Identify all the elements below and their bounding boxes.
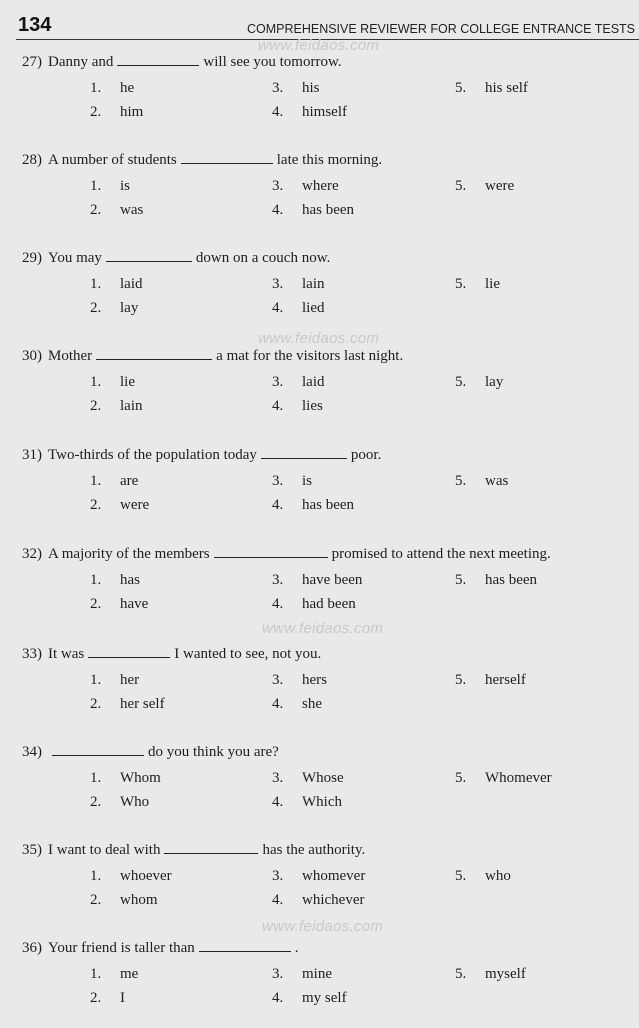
option-text: herself bbox=[485, 672, 526, 688]
question-item bbox=[0, 52, 639, 142]
answer-blank bbox=[214, 544, 328, 558]
option-number: 3. bbox=[272, 473, 284, 489]
option-text: his self bbox=[485, 80, 528, 96]
option-text: were bbox=[485, 178, 515, 194]
answer-blank bbox=[181, 150, 273, 164]
option-text: mine bbox=[302, 966, 332, 982]
option-text: lay bbox=[120, 300, 139, 316]
answer-option bbox=[272, 80, 320, 97]
question-item bbox=[0, 742, 639, 832]
option-text: my self bbox=[302, 990, 347, 1006]
option-number: 2. bbox=[90, 398, 102, 414]
option-text: her self bbox=[120, 696, 165, 712]
question-number: 29) bbox=[22, 250, 42, 266]
question-text-before: Mother bbox=[48, 348, 93, 364]
option-text: has been bbox=[302, 202, 355, 218]
answer-option bbox=[90, 497, 149, 514]
option-text: him bbox=[120, 104, 144, 120]
option-text: lain bbox=[120, 398, 143, 414]
answer-option bbox=[90, 672, 139, 689]
option-number: 5. bbox=[455, 572, 467, 588]
option-number: 1. bbox=[90, 868, 102, 884]
option-number: 3. bbox=[272, 80, 284, 96]
option-text: her bbox=[120, 672, 140, 688]
option-text: himself bbox=[302, 104, 347, 120]
question-text-before: You may bbox=[48, 250, 102, 266]
answer-option bbox=[90, 104, 143, 121]
option-number: 5. bbox=[455, 672, 467, 688]
question-stem bbox=[22, 644, 321, 663]
answer-blank bbox=[96, 346, 212, 360]
option-text: was bbox=[120, 202, 144, 218]
watermark: www.feidaos.com bbox=[258, 37, 380, 54]
watermark: www.feidaos.com bbox=[262, 918, 384, 935]
question-text-after: . bbox=[294, 940, 299, 956]
option-number: 4. bbox=[272, 596, 284, 612]
option-number: 3. bbox=[272, 178, 284, 194]
answer-option bbox=[90, 374, 135, 391]
option-text: whichever bbox=[302, 892, 365, 908]
option-text: has bbox=[120, 572, 140, 588]
question-number: 27) bbox=[22, 54, 42, 70]
page-header bbox=[0, 0, 639, 40]
option-text: whomever bbox=[302, 868, 366, 884]
question-stem bbox=[22, 52, 342, 71]
option-text: whom bbox=[120, 892, 158, 908]
answer-option bbox=[272, 473, 312, 490]
answer-option bbox=[455, 276, 500, 293]
page-number: 134 bbox=[18, 14, 52, 36]
question-item bbox=[0, 346, 639, 436]
answer-option bbox=[90, 696, 165, 713]
question-text-before: It was bbox=[48, 646, 85, 662]
answer-option bbox=[90, 300, 138, 317]
answer-option bbox=[455, 770, 552, 787]
option-number: 2. bbox=[90, 202, 102, 218]
question-text-after: will see you tomorrow. bbox=[203, 54, 342, 70]
answer-option bbox=[272, 966, 332, 983]
answer-option bbox=[455, 178, 514, 195]
question-text-before: Two-thirds of the population today bbox=[48, 447, 257, 463]
option-text: lay bbox=[485, 374, 504, 390]
answer-option bbox=[272, 497, 354, 514]
option-number: 1. bbox=[90, 473, 102, 489]
option-number: 1. bbox=[90, 178, 102, 194]
option-number: 2. bbox=[90, 596, 102, 612]
question-stem bbox=[22, 742, 279, 761]
answer-blank bbox=[199, 938, 291, 952]
answer-option bbox=[90, 572, 140, 589]
question-item bbox=[0, 938, 639, 1028]
question-text-after: poor. bbox=[350, 447, 382, 463]
question-text-before: A majority of the members bbox=[48, 546, 210, 562]
question-item bbox=[0, 150, 639, 240]
option-number: 3. bbox=[272, 572, 284, 588]
option-text: lie bbox=[485, 276, 500, 292]
answer-option bbox=[90, 966, 138, 983]
option-text: has been bbox=[302, 497, 355, 513]
option-text: have been bbox=[302, 572, 363, 588]
answer-option bbox=[455, 572, 537, 589]
option-number: 4. bbox=[272, 104, 284, 120]
answer-blank bbox=[106, 248, 192, 262]
question-text-before: I want to deal with bbox=[48, 842, 161, 858]
option-number: 2. bbox=[90, 497, 102, 513]
answer-option bbox=[90, 80, 134, 97]
option-number: 5. bbox=[455, 770, 467, 786]
question-text-after: do you think you are? bbox=[148, 744, 279, 760]
answer-blank bbox=[164, 840, 258, 854]
watermark: www.feidaos.com bbox=[262, 620, 384, 637]
answer-option bbox=[272, 794, 342, 811]
answer-option bbox=[272, 990, 347, 1007]
question-text-after: has the authority. bbox=[262, 842, 366, 858]
option-number: 5. bbox=[455, 374, 467, 390]
answer-option bbox=[90, 770, 161, 787]
answer-option bbox=[90, 276, 143, 293]
answer-blank bbox=[261, 445, 347, 459]
answer-option bbox=[272, 672, 327, 689]
option-text: Which bbox=[302, 794, 342, 810]
answer-option bbox=[455, 473, 508, 490]
option-text: is bbox=[120, 178, 131, 194]
option-text: laid bbox=[302, 374, 325, 390]
option-number: 1. bbox=[90, 374, 102, 390]
answer-option bbox=[90, 990, 125, 1007]
option-number: 1. bbox=[90, 770, 102, 786]
option-number: 3. bbox=[272, 770, 284, 786]
option-number: 2. bbox=[90, 794, 102, 810]
question-text-after: down on a couch now. bbox=[195, 250, 331, 266]
option-text: his bbox=[302, 80, 320, 96]
option-number: 4. bbox=[272, 300, 284, 316]
question-text-before: A number of students bbox=[48, 152, 177, 168]
answer-option bbox=[90, 398, 143, 415]
option-text: had been bbox=[302, 596, 356, 612]
question-number: 33) bbox=[22, 646, 42, 662]
watermark: www.feidaos.com bbox=[258, 330, 380, 347]
option-number: 3. bbox=[272, 966, 284, 982]
question-text-after: promised to attend the next meeting. bbox=[331, 546, 551, 562]
answer-option bbox=[90, 473, 138, 490]
option-number: 4. bbox=[272, 794, 284, 810]
option-text: Who bbox=[120, 794, 150, 810]
answer-option bbox=[90, 202, 143, 219]
question-text-before: Your friend is taller than bbox=[48, 940, 195, 956]
running-title: COMPREHENSIVE REVIEWER FOR COLLEGE ENTRANCE TESTS bbox=[246, 22, 635, 36]
option-number: 2. bbox=[90, 892, 102, 908]
answer-option bbox=[455, 80, 528, 97]
question-number: 28) bbox=[22, 152, 42, 168]
question-number: 32) bbox=[22, 546, 42, 562]
option-number: 5. bbox=[455, 473, 467, 489]
answer-option bbox=[455, 672, 526, 689]
question-text-after: a mat for the visitors last night. bbox=[216, 348, 404, 364]
option-text: laid bbox=[120, 276, 143, 292]
question-text-after: I wanted to see, not you. bbox=[174, 646, 322, 662]
option-text: has been bbox=[485, 572, 538, 588]
question-item bbox=[0, 644, 639, 734]
answer-option bbox=[90, 178, 130, 195]
option-text: he bbox=[120, 80, 135, 96]
option-text: lain bbox=[302, 276, 325, 292]
option-number: 4. bbox=[272, 398, 284, 414]
answer-option bbox=[272, 572, 362, 589]
question-item bbox=[0, 248, 639, 338]
answer-option bbox=[272, 868, 365, 885]
option-number: 5. bbox=[455, 178, 467, 194]
option-number: 2. bbox=[90, 990, 102, 1006]
question-number: 35) bbox=[22, 842, 42, 858]
option-number: 4. bbox=[272, 696, 284, 712]
option-number: 4. bbox=[272, 892, 284, 908]
answer-option bbox=[272, 770, 344, 787]
option-number: 3. bbox=[272, 276, 284, 292]
answer-blank bbox=[52, 742, 144, 756]
option-text: are bbox=[120, 473, 139, 489]
answer-option bbox=[272, 104, 347, 121]
answer-option bbox=[272, 596, 356, 613]
option-number: 2. bbox=[90, 696, 102, 712]
question-item bbox=[0, 445, 639, 535]
answer-option bbox=[455, 966, 526, 983]
question-stem bbox=[22, 544, 551, 563]
option-text: lie bbox=[120, 374, 135, 390]
option-text: Whom bbox=[120, 770, 161, 786]
option-number: 1. bbox=[90, 572, 102, 588]
question-stem bbox=[22, 938, 299, 957]
question-item bbox=[0, 544, 639, 634]
answer-blank bbox=[117, 52, 199, 66]
answer-option bbox=[272, 178, 339, 195]
question-stem bbox=[22, 150, 382, 169]
option-text: myself bbox=[485, 966, 526, 982]
question-text-after: late this morning. bbox=[276, 152, 383, 168]
answer-option bbox=[272, 374, 325, 391]
option-text: where bbox=[302, 178, 339, 194]
option-text: whoever bbox=[120, 868, 172, 884]
option-number: 4. bbox=[272, 990, 284, 1006]
option-text: have bbox=[120, 596, 149, 612]
answer-option bbox=[272, 398, 323, 415]
option-number: 3. bbox=[272, 868, 284, 884]
answer-option bbox=[90, 868, 172, 885]
option-number: 3. bbox=[272, 672, 284, 688]
option-text: hers bbox=[302, 672, 327, 688]
option-number: 3. bbox=[272, 374, 284, 390]
option-text: Whose bbox=[302, 770, 344, 786]
question-stem bbox=[22, 346, 403, 365]
option-number: 1. bbox=[90, 672, 102, 688]
question-number: 30) bbox=[22, 348, 42, 364]
option-number: 1. bbox=[90, 276, 102, 292]
answer-option bbox=[455, 868, 511, 885]
option-text: who bbox=[485, 868, 511, 884]
answer-option bbox=[272, 300, 325, 317]
option-number: 4. bbox=[272, 497, 284, 513]
answer-blank bbox=[88, 644, 170, 658]
option-text: lies bbox=[302, 398, 323, 414]
option-text: she bbox=[302, 696, 322, 712]
question-stem bbox=[22, 840, 365, 859]
option-text: were bbox=[120, 497, 150, 513]
option-number: 4. bbox=[272, 202, 284, 218]
answer-option bbox=[272, 892, 364, 909]
question-number: 36) bbox=[22, 940, 42, 956]
answer-option bbox=[90, 794, 149, 811]
question-number: 34) bbox=[22, 744, 42, 760]
question-item bbox=[0, 840, 639, 930]
option-number: 5. bbox=[455, 966, 467, 982]
option-text: me bbox=[120, 966, 139, 982]
answer-option bbox=[90, 892, 158, 909]
question-stem bbox=[22, 248, 330, 267]
option-text: is bbox=[302, 473, 313, 489]
option-number: 5. bbox=[455, 868, 467, 884]
option-text: lied bbox=[302, 300, 325, 316]
option-number: 1. bbox=[90, 80, 102, 96]
answer-option bbox=[455, 374, 503, 391]
answer-option bbox=[90, 596, 148, 613]
question-text-before: Danny and bbox=[48, 54, 114, 70]
option-number: 5. bbox=[455, 80, 467, 96]
answer-option bbox=[272, 276, 325, 293]
option-number: 2. bbox=[90, 300, 102, 316]
question-stem bbox=[22, 445, 381, 464]
question-number: 31) bbox=[22, 447, 42, 463]
answer-option bbox=[272, 202, 354, 219]
option-number: 1. bbox=[90, 966, 102, 982]
option-text: I bbox=[120, 990, 125, 1006]
option-number: 5. bbox=[455, 276, 467, 292]
answer-option bbox=[272, 696, 322, 713]
option-text: was bbox=[485, 473, 509, 489]
option-number: 2. bbox=[90, 104, 102, 120]
option-text: Whomever bbox=[485, 770, 552, 786]
